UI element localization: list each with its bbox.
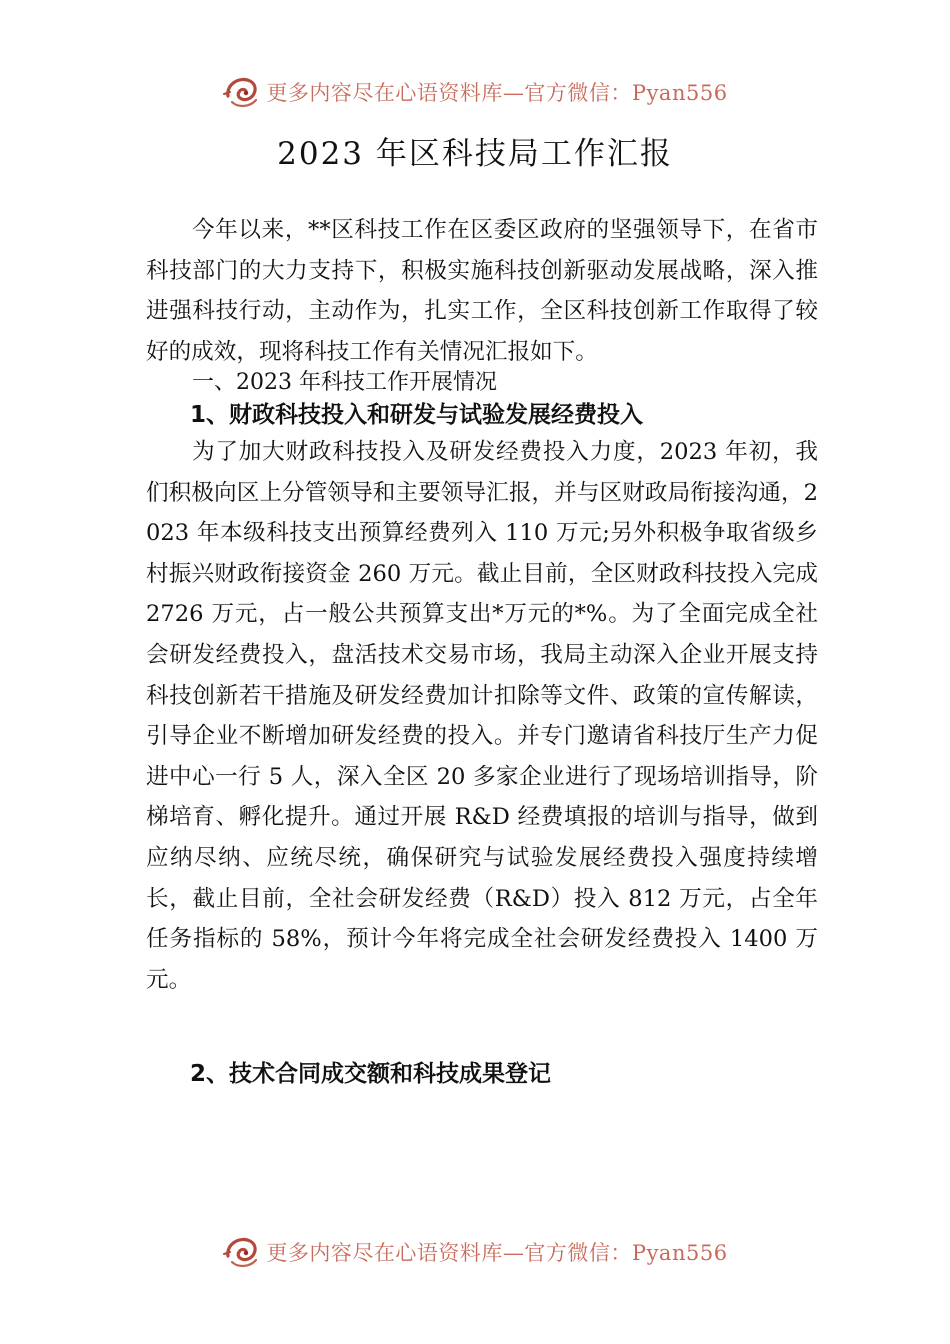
brush-logo-icon bbox=[222, 72, 262, 112]
subsection-1-heading: 1、财政科技投入和研发与试验发展经费投入 bbox=[190, 402, 644, 428]
intro-paragraph: 今年以来，**区科技工作在区委区政府的坚强领导下，在省市科技部门的大力支持下，积极实施科技创新驱动发展战略，深入推进强科技行动，主动作为，扎实工作，全区科技创新工作取得了较好的成效，现将科技工作有关情况汇报如下。 bbox=[146, 217, 818, 365]
header-watermark bbox=[0, 72, 950, 112]
page-title: 2023 年区科技局工作汇报 bbox=[277, 136, 673, 172]
footer-watermark bbox=[0, 1232, 950, 1272]
subsection-1-paragraph: 为了加大财政科技投入及研发经费投入力度，2023 年初，我们积极向区上分管领导和主要领导汇报，并与区财政局衔接沟通，2023 年本级科技支出预算经费列入 110 万元;另外积极争取省级乡村振兴财政衔接资金 260 万元。截止目前，全区财政科技投入完成 2726 万元，占一般公共预算支出*万元的*%。为了全面完成全社会研发经费投入，盘活技术交易市场，我局主动深入企业开展支持科技创新若干措施及研发经费加计扣除等文件、政策的宣传解读，引导企业不断增加研发经费的投入。并专门邀请省科技厅生产力促进中心一行 5 人，深入全区 20 多家企业进行了现场培训指导，阶梯培育、孵化提升。通过开展 R&D 经费填报的培训与指导，做到应纳尽纳、应统尽统，确保研究与试验发展经费投入强度持续增长，截止目前，全社会研发经费（R&D）投入 812 万元，占全年任务指标的 58%，预计今年将完成全社会研发经费投入 1400 万元。 bbox=[146, 439, 818, 993]
subsection-2-heading: 2、技术合同成交额和科技成果登记 bbox=[190, 1061, 552, 1087]
watermark-text: 更多内容尽在心语资料库—官方微信：Pyan556 bbox=[266, 1241, 728, 1265]
watermark-text: 更多内容尽在心语资料库—官方微信：Pyan556 bbox=[266, 81, 728, 105]
section-heading: 一、2023 年科技工作开展情况 bbox=[192, 370, 497, 395]
brush-logo-icon bbox=[222, 1232, 262, 1272]
